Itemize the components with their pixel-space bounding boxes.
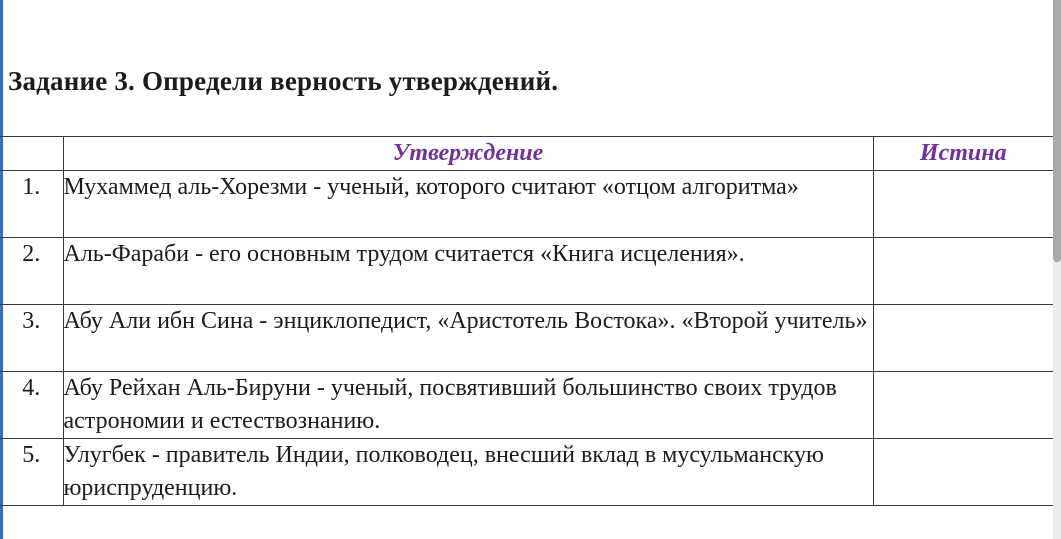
row-truth-cell[interactable] [873,238,1053,305]
row-statement: Абу Рейхан Аль-Бируни - ученый, посвятивший большинство своих трудов астрономии и естествознанию. [63,372,873,439]
header-statement: Утверждение [63,137,873,171]
table-row [0,439,1053,506]
scrollbar-thumb[interactable] [1053,0,1061,262]
statements-table [0,136,1053,506]
row-truth-cell[interactable] [873,305,1053,372]
vertical-scrollbar[interactable] [1053,0,1061,539]
row-statement: Мухаммед аль-Хорезми - ученый, которого считают «отцом алгоритма» [63,171,873,238]
table-row [0,372,1053,439]
header-number [0,137,63,171]
table-row [0,238,1053,305]
table-row [0,305,1053,372]
header-truth: Истина [873,137,1053,171]
row-truth-cell[interactable] [873,171,1053,238]
row-statement: Аль-Фараби - его основным трудом считается «Книга исцеления». [63,238,873,305]
row-truth-cell[interactable] [873,372,1053,439]
row-statement: Улугбек - правитель Индии, полководец, внесший вклад в мусульманскую юриспруденцию. [63,439,873,506]
row-number: 5. [0,439,63,506]
row-truth-cell[interactable] [873,439,1053,506]
row-number: 1. [0,171,63,238]
table-row [0,171,1053,238]
row-number: 3. [0,305,63,372]
row-number: 4. [0,372,63,439]
row-number: 2. [0,238,63,305]
table-header-row [0,137,1053,171]
row-statement: Абу Али ибн Сина - энциклопедист, «Аристотель Востока». «Второй учитель» [63,305,873,372]
task-heading: Задание 3. Определи верность утверждений. [8,66,559,96]
